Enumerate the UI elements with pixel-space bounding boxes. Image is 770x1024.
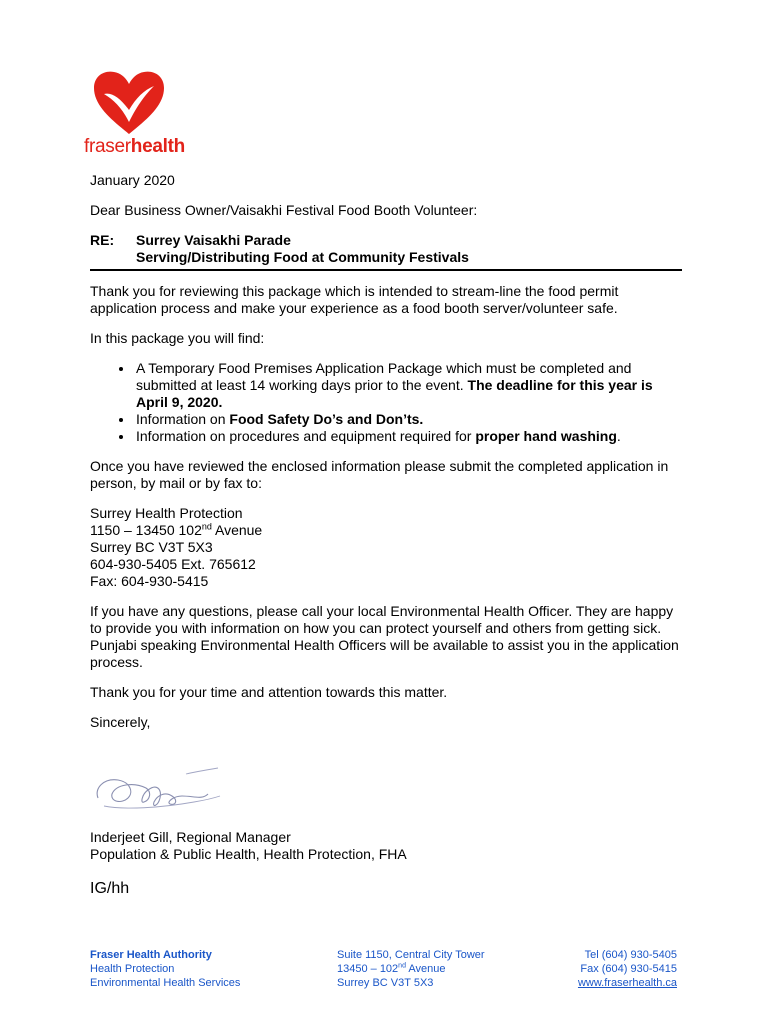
fraser-health-logo xyxy=(84,68,184,160)
submit-paragraph: Once you have reviewed the enclosed information please submit the completed application in person, by mail or by fax to: xyxy=(90,458,669,491)
footer-organization xyxy=(90,948,240,990)
subject-line-1: Surrey Vaisakhi Parade xyxy=(136,232,291,248)
subject-line-2: Serving/Distributing Food at Community Festivals xyxy=(136,249,469,265)
footer-org-line2: Health Protection xyxy=(90,963,175,975)
footer-address xyxy=(337,948,485,990)
footer-org-line3: Environmental Health Services xyxy=(90,977,241,989)
typist-initials: IG/hh xyxy=(90,880,130,897)
footer-address-line1: Suite 1150, Central City Tower xyxy=(337,949,485,961)
heart-logo-icon xyxy=(90,68,168,136)
footer-address-line2: 13450 – 102nd Avenue xyxy=(337,962,446,975)
mailing-address xyxy=(90,505,682,590)
footer-address-line3: Surrey BC V3T 5X3 xyxy=(337,977,434,989)
address-phone: 604-930-5405 Ext. 765612 xyxy=(90,556,256,572)
footer-tel: Tel (604) 930-5405 xyxy=(584,949,677,961)
handwritten-signature xyxy=(90,758,230,820)
subject-label: RE: xyxy=(90,232,115,248)
intro-paragraph: Thank you for reviewing this package which is intended to stream-line the food permit application process and make your experience as a food booth server/volunteer safe. xyxy=(90,283,619,316)
package-lead: In this package you will find: xyxy=(90,330,265,346)
list-item: • A Temporary Food Premises Application Package which must be completed and submitted at least 14 working days prior to the event. The deadline for this year is April 9, 2020. xyxy=(134,360,682,411)
list-item: • Information on procedures and equipment required for proper hand washing. xyxy=(134,428,682,445)
signer-name: Inderjeet Gill, Regional Manager xyxy=(90,829,291,845)
sign-off: Sincerely, xyxy=(90,714,151,730)
letter-body xyxy=(90,172,682,744)
thanks-paragraph: Thank you for your time and attention towards this matter. xyxy=(90,684,448,700)
footer-website-link[interactable]: www.fraserhealth.ca xyxy=(577,977,677,989)
list-item: • Information on Food Safety Do’s and Don’ts. xyxy=(134,411,682,428)
subject-block xyxy=(90,232,682,266)
salutation: Dear Business Owner/Vaisakhi Festival Food Booth Volunteer: xyxy=(90,202,478,218)
logo-wordmark: fraserhealth xyxy=(84,136,185,157)
footer-org-name: Fraser Health Authority xyxy=(90,949,212,961)
package-contents-list xyxy=(90,360,682,445)
signature-block xyxy=(90,829,407,863)
signer-department: Population & Public Health, Health Protection, FHA xyxy=(90,846,407,862)
address-name: Surrey Health Protection xyxy=(90,505,243,521)
address-city: Surrey BC V3T 5X3 xyxy=(90,539,213,555)
letter-date: January 2020 xyxy=(90,172,175,188)
address-street: 1150 – 13450 102nd Avenue xyxy=(90,521,263,538)
footer-contact xyxy=(560,948,677,990)
footer-fax: Fax (604) 930-5415 xyxy=(580,963,677,975)
questions-paragraph: If you have any questions, please call your local Environmental Health Officer. They are happy to provide you with information on how you can protect yourself and others from getting sick. Punjabi speaking Environmental Health Officers will be available to assist you in the application process. xyxy=(90,603,679,670)
address-fax: Fax: 604-930-5415 xyxy=(90,573,209,589)
subject-divider xyxy=(90,269,682,271)
